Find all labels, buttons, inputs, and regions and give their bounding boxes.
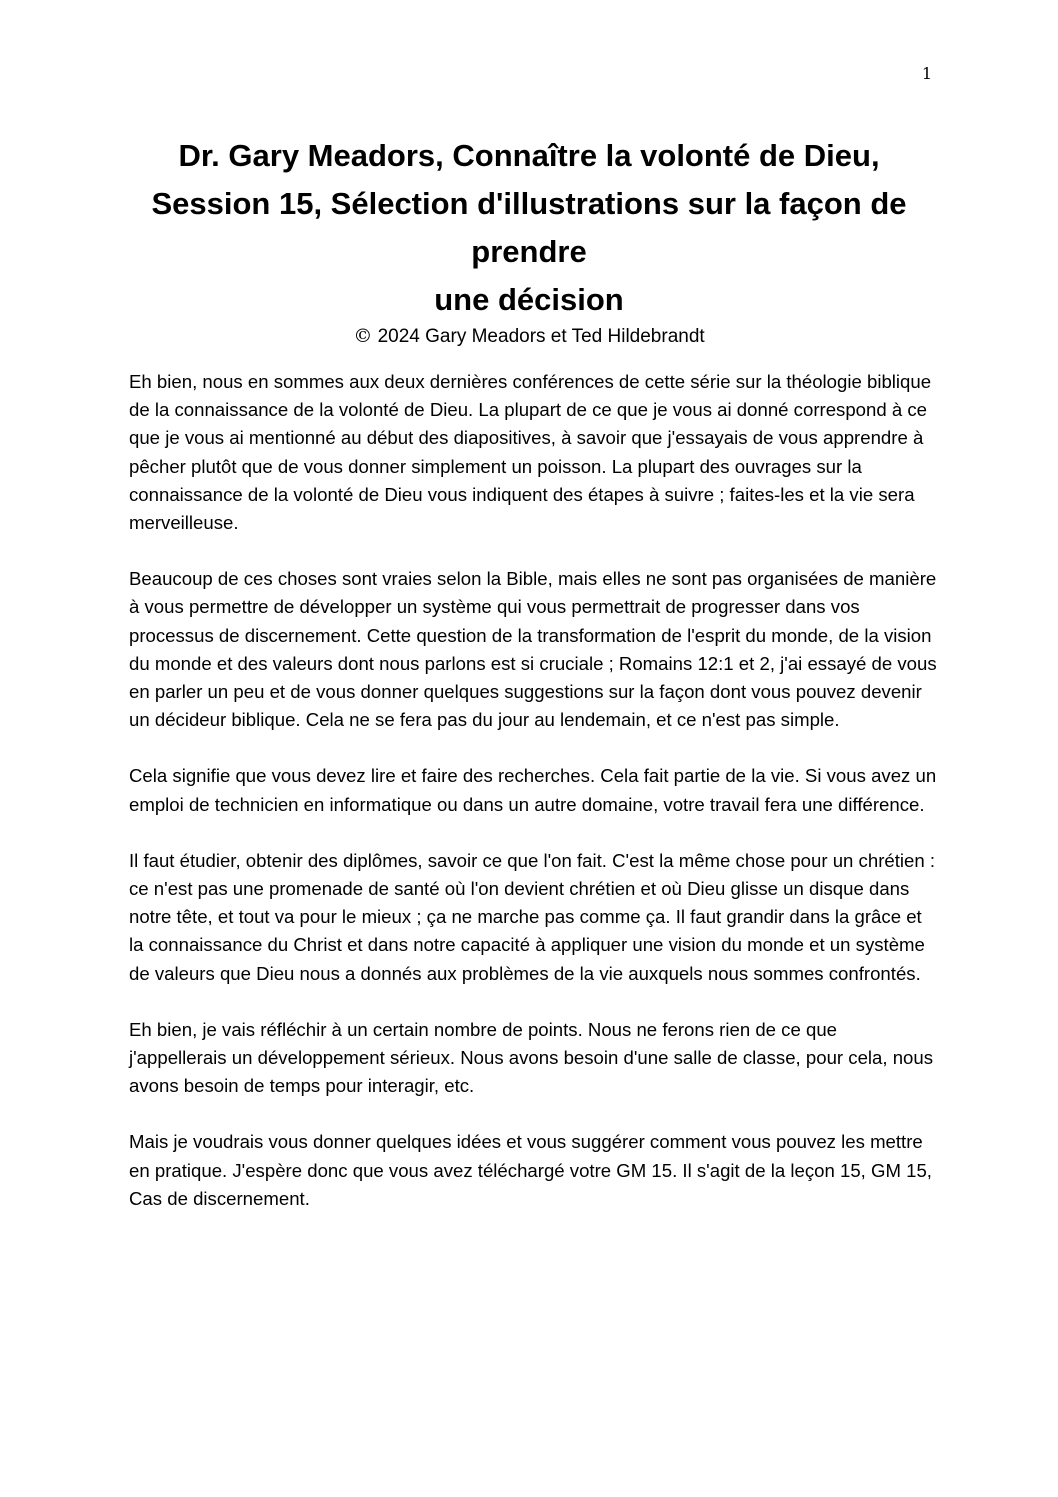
copyright-symbol: © xyxy=(353,325,373,347)
page-number: 1 xyxy=(921,64,932,83)
document-header xyxy=(100,132,958,349)
document-title-line-4: une décision xyxy=(434,282,624,317)
document-title-line-2: Session 15, Sélection d'illustrations sur la façon de xyxy=(151,186,907,221)
document-title-line-1: Dr. Gary Meadors, Connaître la volonté de Dieu, xyxy=(178,138,880,173)
paragraph-5: Eh bien, je vais réfléchir à un certain nombre de points. Nous ne ferons rien de ce que j'appellerais un développement sérieux. Nous avons besoin d'une salle de classe, pour cela, nous avons besoin de temps pour interagir, etc. xyxy=(129,1018,934,1097)
paragraph-6: Mais je voudrais vous donner quelques idées et vous suggérer comment vous pouvez les mettre en pratique. J'espère donc que vous avez téléchargé votre GM 15. Il s'agit de la leçon 15, GM 15, Cas de discernement. xyxy=(129,1131,932,1209)
paragraph-3: Cela signifie que vous devez lire et faire des recherches. Cela fait partie de la vie. Si vous avez un emploi de technicien en informatique ou dans un autre domaine, votre travail fera une différence. xyxy=(129,765,937,815)
copyright-line xyxy=(100,324,958,349)
paragraph-1: Eh bien, nous en sommes aux deux dernières conférences de cette série sur la théologie biblique de la connaissance de la volonté de Dieu. La plupart de ce que je vous ai donné correspond à ce que je vous ai mentionné au début des diapositives, à savoir que j'essayais de vous apprendre à pêcher plutôt que de vous donner simplement un poisson. La plupart des ouvrages sur la connaissance de la volonté de Dieu vous indiquent des étapes à suivre ; faites-les et la vie sera merveilleuse. xyxy=(129,371,932,534)
paragraph-2: Beaucoup de ces choses sont vraies selon la Bible, mais elles ne sont pas organisées de manière à vous permettre de développer un système qui vous permettrait de progresser dans vos processus de discernement. Cette question de la transformation de l'esprit du monde, de la vision du monde et des valeurs dont nous parlons est si cruciale ; Romains 12:1 et 2, j'ai essayé de vous en parler un peu et de vous donner quelques suggestions sur la façon dont vous pouvez devenir un décideur biblique. Cela ne se fera pas du jour au lendemain, et ce n'est pas simple. xyxy=(129,568,937,731)
document-body xyxy=(129,368,939,1241)
paragraph-4: Il faut étudier, obtenir des diplômes, savoir ce que l'on fait. C'est la même chose pour un chrétien : ce n'est pas une promenade de santé où l'on devient chrétien et où Dieu glisse un disque dans notre tête, et tout va pour le mieux ; ça ne marche pas comme ça. Il faut grandir dans la grâce et la connaissance du Christ et dans notre capacité à appliquer une vision du monde et un système de valeurs que Dieu nous a donnés aux problèmes de la vie auxquels nous sommes confrontés. xyxy=(129,849,936,984)
copyright-text: 2024 Gary Meadors et Ted Hildebrandt xyxy=(372,326,705,347)
document-title-line-3: prendre xyxy=(471,234,587,269)
